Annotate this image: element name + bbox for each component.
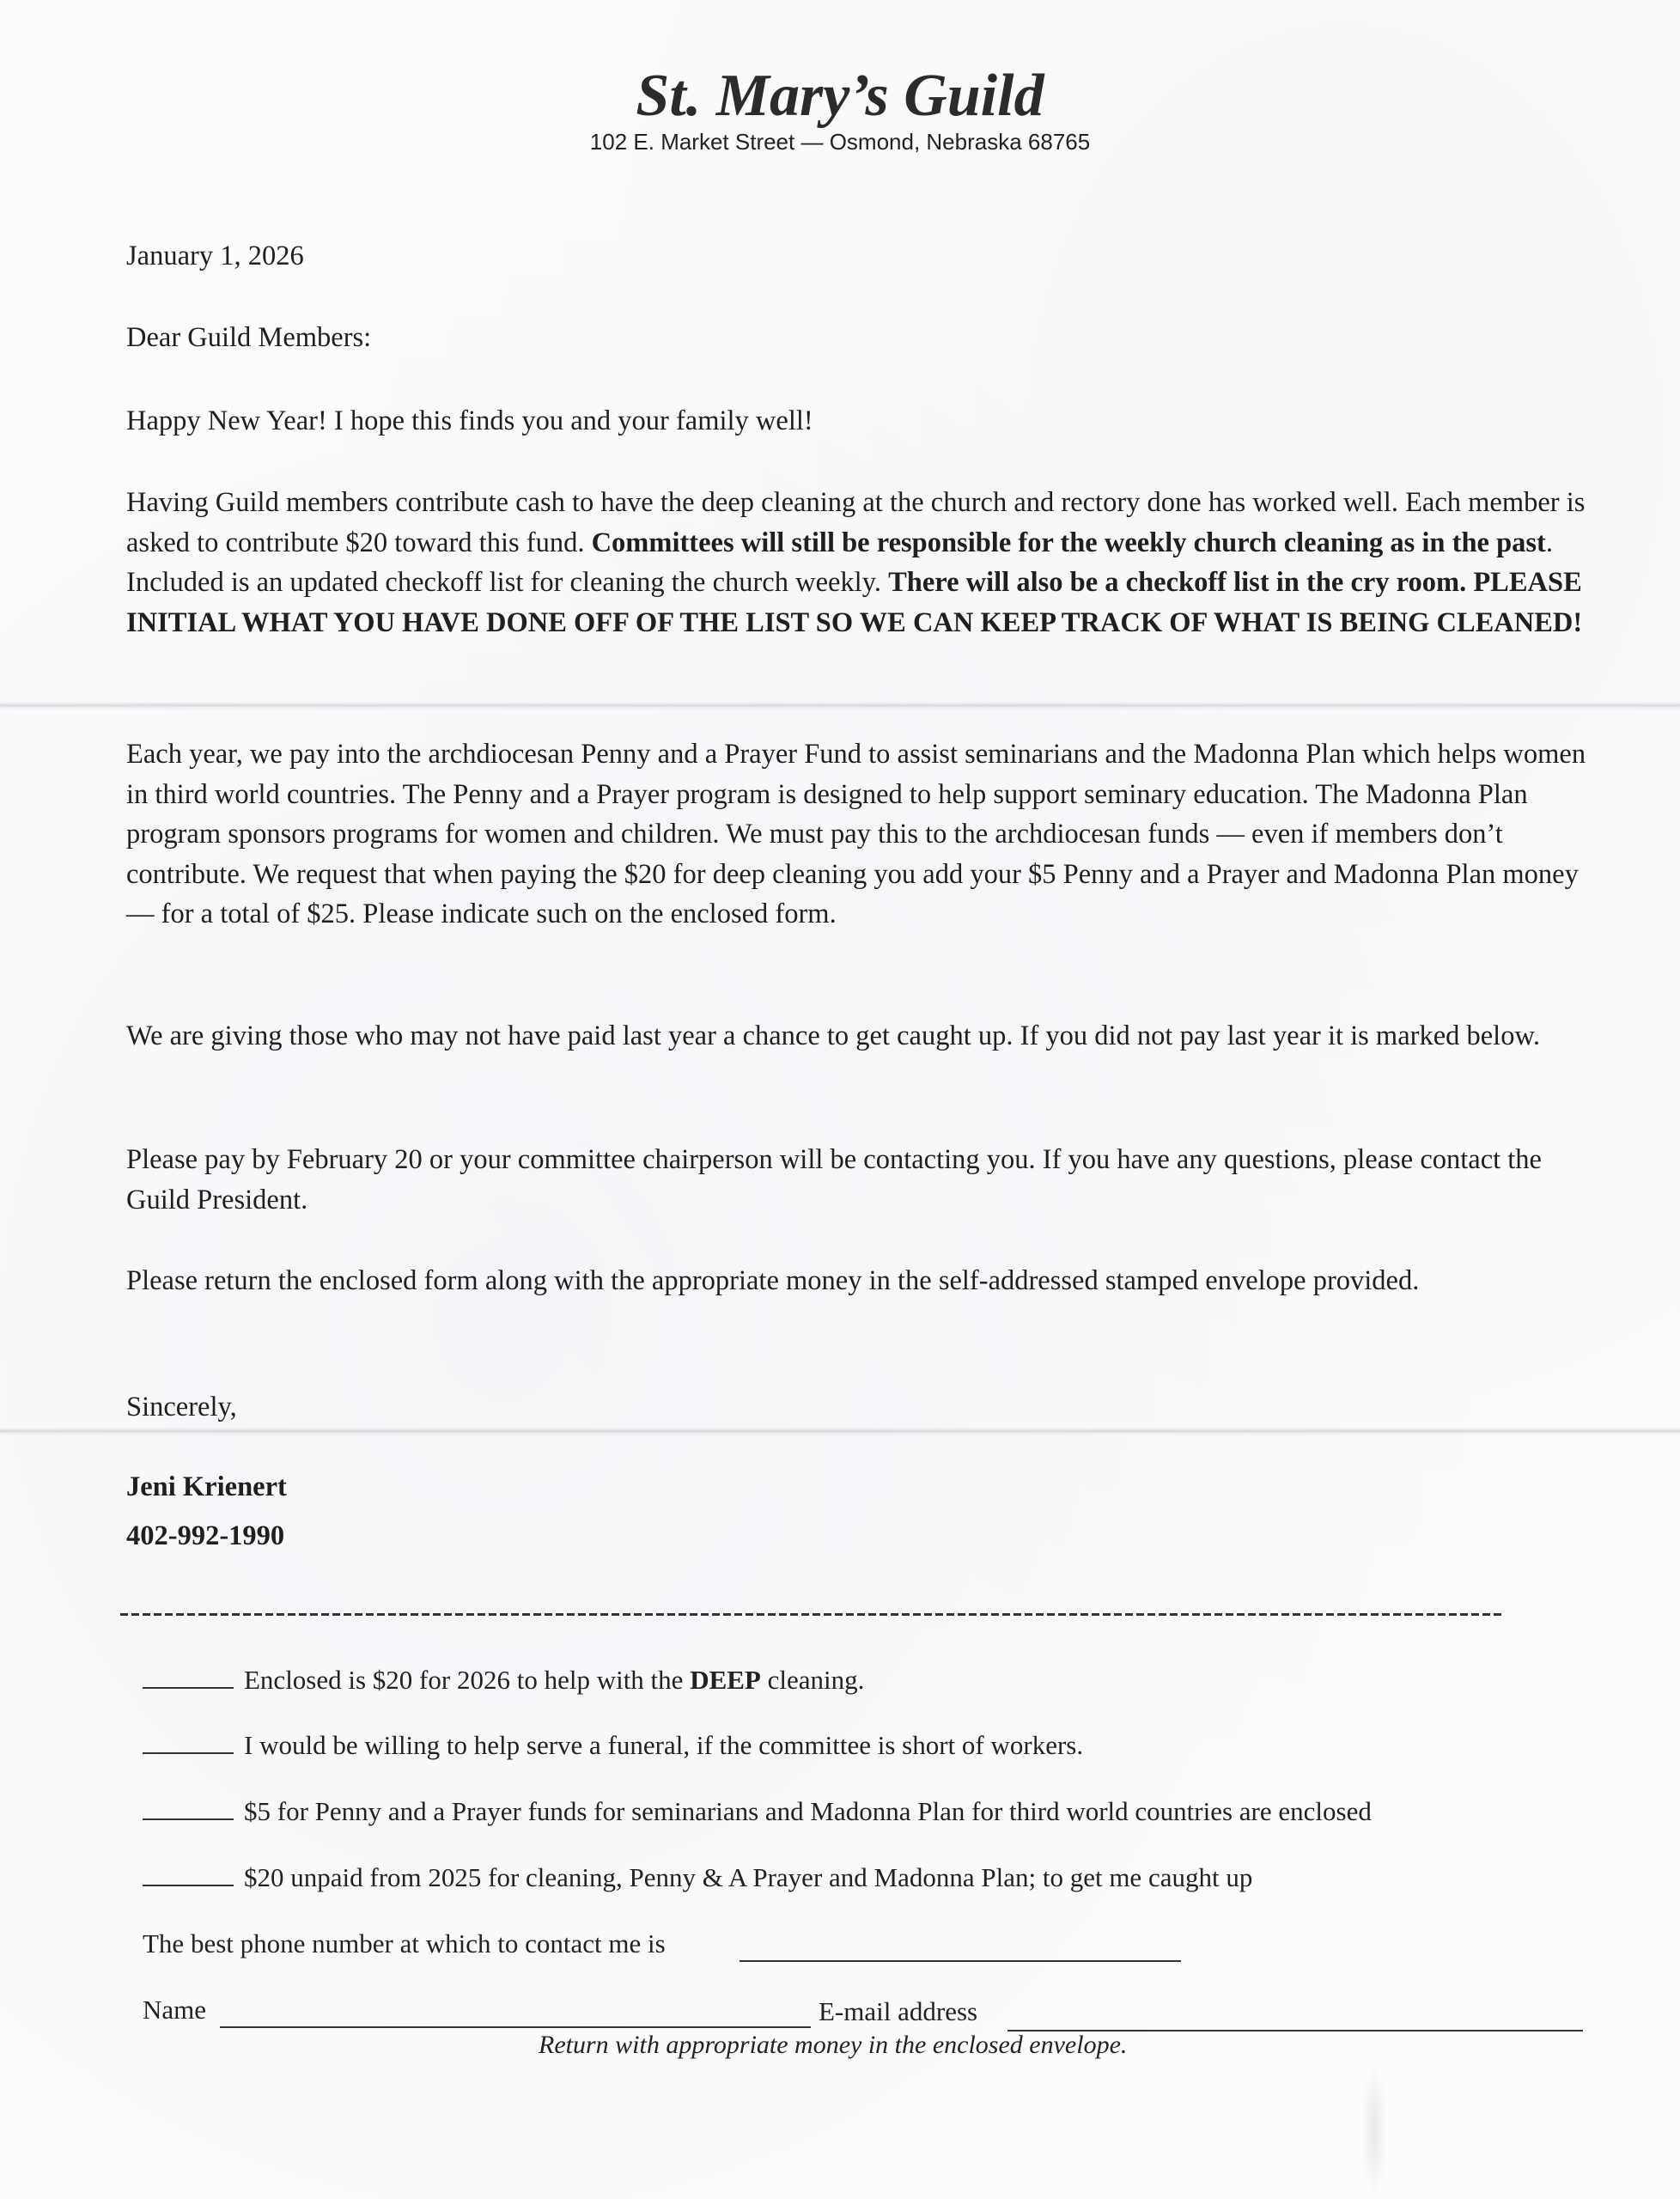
form-item-text: cleaning. bbox=[760, 1665, 865, 1695]
paragraph-deadline: Please pay by February 20 or your committee chairperson will be contacting you. If you have any questions, please contact the Guild President. bbox=[126, 1144, 1542, 1215]
checkoff-blank[interactable] bbox=[143, 1793, 234, 1820]
form-item-text: Enclosed is $20 for 2026 to help with the bbox=[244, 1665, 691, 1695]
form-item-funeral-help bbox=[143, 1727, 1083, 1766]
email-label: E-mail address bbox=[819, 1996, 978, 2026]
paragraph-text: . Included is an updated checkoff list for cleaning the church weekly. bbox=[126, 527, 1554, 598]
form-item-text: $20 unpaid from 2025 for cleaning, Penny & A Prayer and Madonna Plan; to get me caught up bbox=[244, 1862, 1253, 1892]
name-label: Name bbox=[143, 1995, 207, 2025]
paragraph-emphasis: Committees will still be responsible for the weekly church cleaning as in the past bbox=[591, 527, 1546, 558]
checkoff-blank[interactable] bbox=[143, 1661, 234, 1689]
checkoff-blank[interactable] bbox=[143, 1727, 234, 1754]
organization-name: St. Mary’s Guild bbox=[636, 63, 1044, 129]
phone-input-line[interactable] bbox=[740, 1958, 1181, 1962]
paragraph-penny-prayer: Each year, we pay into the archdiocesan Penny and a Prayer Fund to assist seminarians and the Madonna Plan which helps women in third world countries. The Penny and a Prayer program is designed to help support seminary education. The Madonna Plan program sponsors programs for women and children. We must pay this to the archdiocesan funds — even if members don’t contribute. We request that when paying the $20 for deep cleaning you add your $5 Penny and a Prayer and Madonna Plan money — for a total of $25. Please indicate such on the enclosed form. bbox=[126, 739, 1586, 929]
return-instruction: Return with appropriate money in the enclosed envelope. bbox=[539, 2031, 1128, 2059]
phone-label: The best phone number at which to contact me is bbox=[143, 1928, 666, 1958]
fold-crease bbox=[0, 1428, 1680, 1436]
paragraph-text: Having Guild members contribute cash to have the deep cleaning at the church and rectory done has worked well. Each member is asked to contribute $20 toward this fund. bbox=[126, 487, 1586, 558]
paragraph-deep-cleaning bbox=[126, 483, 1604, 643]
form-item-emphasis: DEEP bbox=[690, 1665, 761, 1695]
form-item-unpaid-2025 bbox=[143, 1859, 1252, 1898]
organization-address: 102 E. Market Street — Osmond, Nebraska 68765 bbox=[589, 129, 1091, 155]
form-item-penny-prayer bbox=[143, 1793, 1372, 1832]
paper-smudge bbox=[1361, 2062, 1387, 2199]
closing: Sincerely, bbox=[126, 1392, 237, 1422]
checkoff-blank[interactable] bbox=[143, 1859, 234, 1886]
salutation: Dear Guild Members: bbox=[126, 322, 372, 353]
tear-off-dashed-line bbox=[120, 1613, 1501, 1616]
greeting: Happy New Year! I hope this finds you and your family well! bbox=[126, 405, 813, 436]
signer-phone: 402-992-1990 bbox=[126, 1520, 285, 1551]
form-item-text: $5 for Penny and a Prayer funds for seminarians and Madonna Plan for third world countries are enclosed bbox=[244, 1796, 1372, 1826]
letter-date: January 1, 2026 bbox=[126, 241, 304, 271]
signer-name: Jeni Krienert bbox=[126, 1471, 287, 1502]
paragraph-catch-up: We are giving those who may not have paid last year a chance to get caught up. If you did not pay last year it is marked below. bbox=[126, 1020, 1540, 1051]
paragraph-emphasis: There will also be a checkoff list in the cry room. PLEASE INITIAL WHAT YOU HAVE DONE OFF OF THE LIST SO WE CAN KEEP TRACK OF WHAT IS BEING CLEANED! bbox=[126, 567, 1583, 638]
name-input-line[interactable] bbox=[220, 2025, 811, 2028]
fold-crease bbox=[0, 702, 1680, 710]
form-item-deep-cleaning bbox=[143, 1661, 864, 1701]
form-item-text: I would be willing to help serve a funeral, if the committee is short of workers. bbox=[244, 1730, 1084, 1760]
paragraph-return: Please return the enclosed form along with the appropriate money in the self-addressed stamped envelope provided. bbox=[126, 1265, 1420, 1296]
